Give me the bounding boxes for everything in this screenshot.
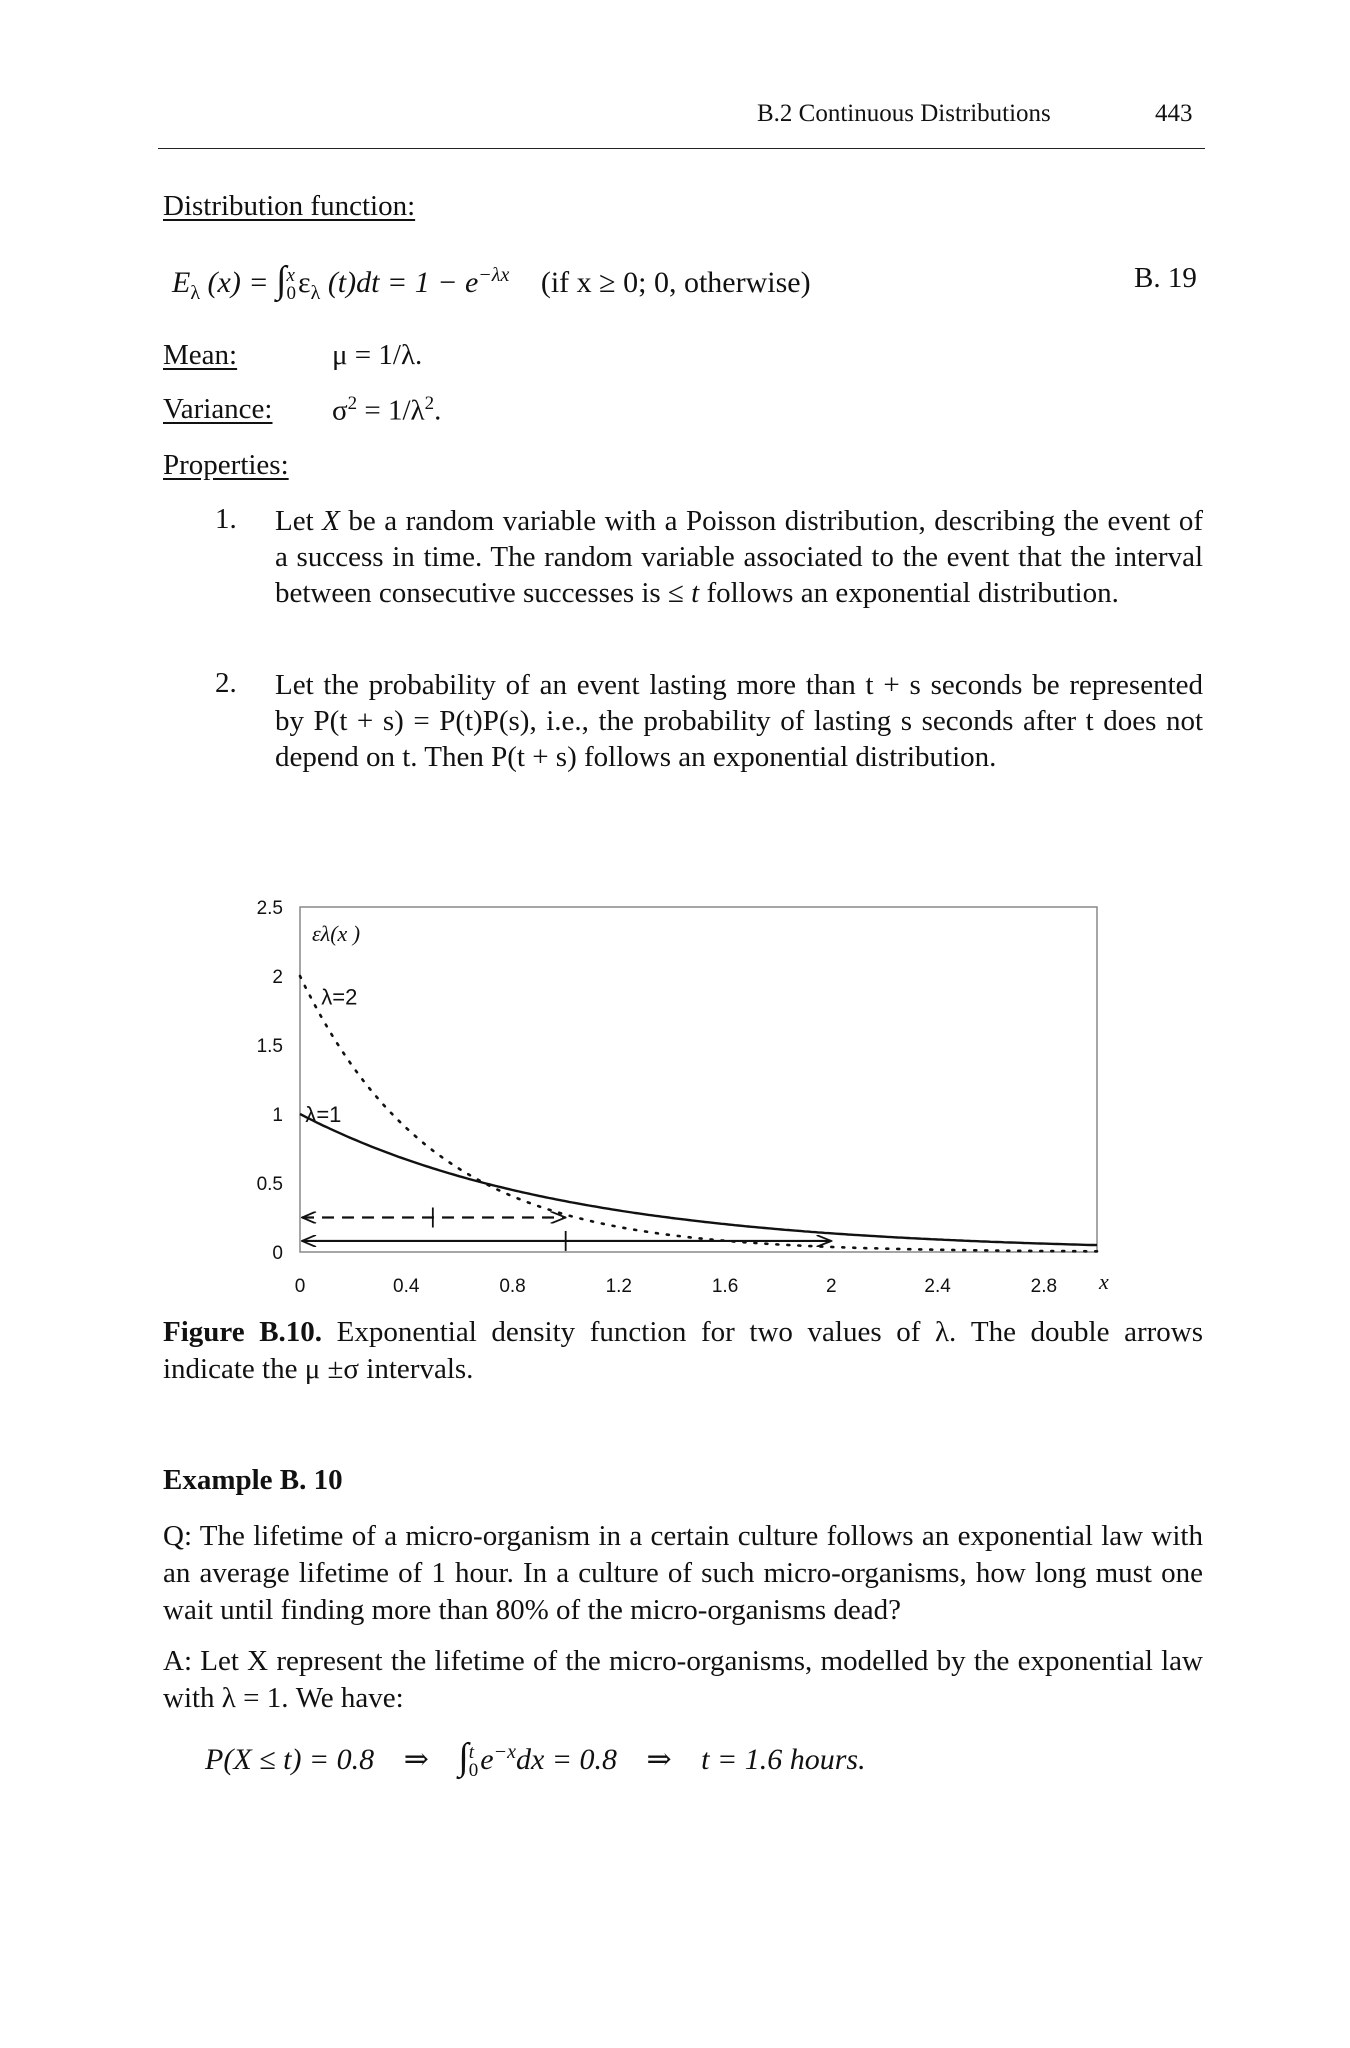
- p1-b: be a random variable with a Poisson distribution, describing the event of a success in time. The random variable associated to the event that the interval between consecutive successes is ≤: [275, 505, 1203, 609]
- p1-x: X: [322, 505, 340, 537]
- x-tick-label: 2.8: [1030, 1276, 1058, 1297]
- exponent: −λx: [478, 264, 510, 286]
- p1-c: follows an exponential distribution.: [699, 577, 1119, 609]
- x-tick-label: 0.8: [499, 1276, 526, 1297]
- properties-label: Properties:: [163, 449, 289, 481]
- y-tick-label: 0.5: [256, 1174, 283, 1195]
- integrand: ε: [298, 266, 311, 299]
- example-title: Example B. 10: [163, 1464, 343, 1496]
- x-tick-label: 2.4: [924, 1276, 951, 1297]
- variance-sigma: σ: [332, 394, 348, 427]
- variance-label: Variance:: [163, 393, 273, 425]
- mean-label: Mean:: [163, 339, 238, 371]
- mean-value: μ = 1/λ.: [332, 339, 423, 371]
- implies-arrow-1: ⇒: [403, 1743, 429, 1776]
- series-label-lambda-2: λ=2: [321, 984, 358, 1010]
- equation-number: B. 19: [1134, 262, 1197, 294]
- y-tick-label: 1: [272, 1105, 283, 1126]
- math-exp-base: e: [480, 1743, 494, 1776]
- y-tick-label: 0: [272, 1243, 283, 1264]
- integrand-rest: (t)dt = 1 − e: [320, 266, 479, 299]
- figure-caption: [163, 1314, 1203, 1388]
- page-number: 443: [1155, 100, 1193, 127]
- distribution-function-label: Distribution function:: [163, 190, 416, 222]
- property-1-number: 1.: [215, 503, 237, 535]
- integrand-sub: λ: [310, 282, 321, 304]
- variance-sup: 2: [347, 393, 358, 414]
- int-upper: x: [286, 265, 295, 287]
- x-tick-label: 0: [294, 1276, 306, 1297]
- p1-t: t: [691, 577, 700, 609]
- chart-plot-group: [257, 898, 1109, 1297]
- example-question: Q: The lifetime of a micro-organism in a certain culture follows an exponential law with an average lifetime of 1 hour. In a culture of such micro-organisms, how long must one wait until finding more than 80% of the micro-organisms dead?: [163, 1520, 1203, 1626]
- y-tick-label: 2: [272, 967, 283, 988]
- math-result: t = 1.6 hours.: [701, 1743, 866, 1776]
- variance-period: .: [434, 394, 442, 427]
- series-label-lambda-1: λ=1: [305, 1102, 342, 1127]
- property-2-number: 2.: [215, 667, 237, 699]
- eq-lhs-sub: λ: [190, 282, 201, 304]
- math-int-upper: t: [468, 1742, 475, 1764]
- property-2-text: Let the probability of an event lasting more than t + s seconds be represented by P(t + s) = P(t)P(s), i.e., the probability of lasting s seconds after t does not depend on t. Then P(t + s) follows an exponential distribution.: [275, 669, 1203, 773]
- int-lower: 0: [286, 283, 296, 305]
- p1-a: Let: [275, 505, 323, 537]
- figure-caption-label: Figure B.10.: [163, 1316, 323, 1348]
- math-dx: dx = 0.8: [515, 1743, 618, 1776]
- eq-condition: (if x ≥ 0; 0, otherwise): [540, 266, 811, 299]
- eq-lhs: E: [172, 266, 191, 299]
- y-tick-label: 2.5: [256, 898, 283, 919]
- implies-arrow-2: ⇒: [646, 1743, 672, 1776]
- integral-symbol: ∫: [276, 259, 287, 301]
- series-line-1: [300, 1114, 1097, 1245]
- math-prob: P(X ≤ t) = 0.8: [205, 1743, 375, 1776]
- x-axis-label: x: [1099, 1269, 1109, 1294]
- series-line-2: [300, 976, 1097, 1251]
- example-math: [205, 1735, 866, 1780]
- figure-caption-text: Exponential density function for two values of λ. The double arrows indicate the μ ±σ intervals.: [163, 1316, 1203, 1385]
- math-integral: ∫: [458, 1736, 469, 1778]
- example-answer: A: Let X represent the lifetime of the micro-organisms, modelled by the exponential law with λ = 1. We have:: [163, 1645, 1203, 1714]
- variance-rhs: = 1/λ: [357, 394, 425, 427]
- variance-sup2: 2: [424, 393, 435, 414]
- math-int-lower: 0: [468, 1760, 479, 1782]
- eq-body: (x) =: [200, 266, 277, 299]
- plot-frame: [300, 907, 1097, 1252]
- math-exp-sup: −x: [493, 1741, 516, 1763]
- x-tick-label: 0.4: [393, 1276, 420, 1297]
- x-tick-label: 2: [826, 1276, 837, 1297]
- y-axis-label: ελ(x ): [312, 921, 361, 946]
- running-header-section: B.2 Continuous Distributions: [757, 100, 1051, 127]
- x-tick-label: 1.2: [605, 1276, 633, 1297]
- x-tick-label: 1.6: [711, 1276, 739, 1297]
- y-tick-label: 1.5: [256, 1036, 283, 1057]
